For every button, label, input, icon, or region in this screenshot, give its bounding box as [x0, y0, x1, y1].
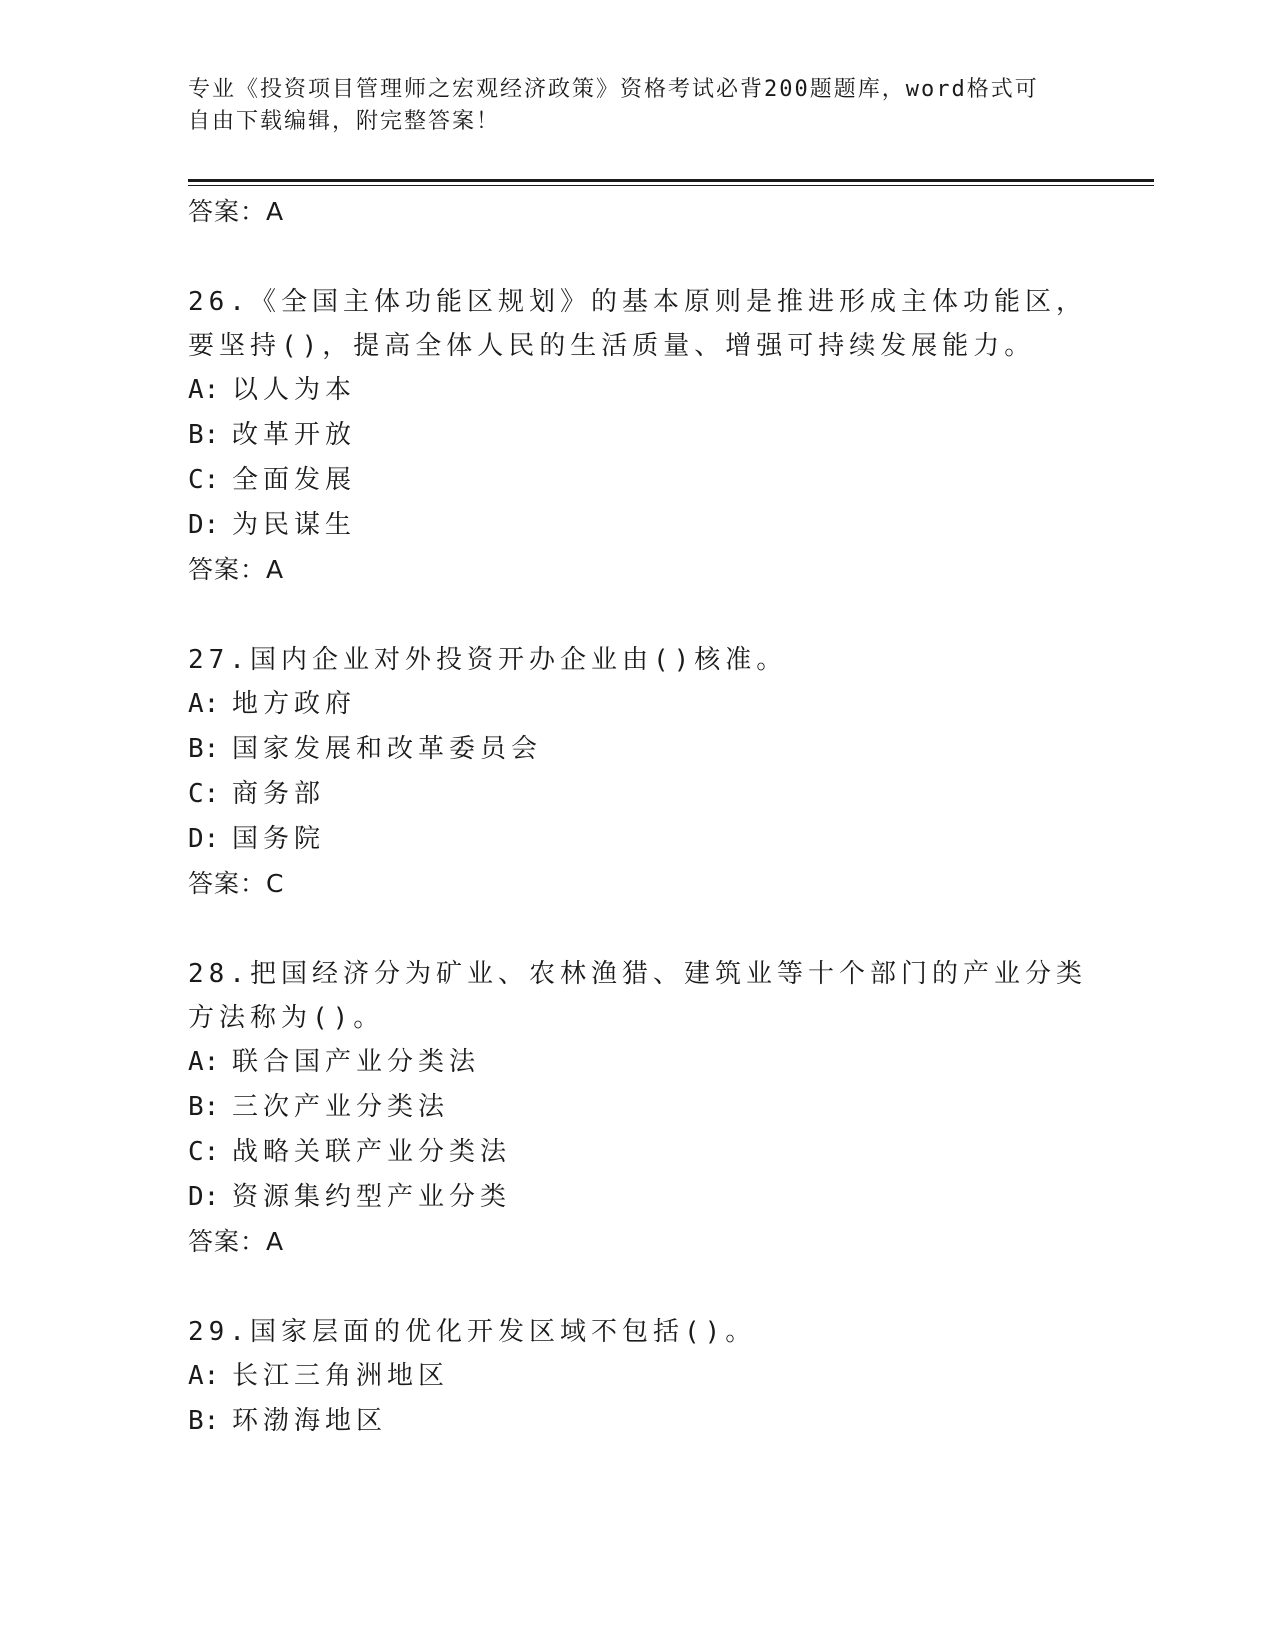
option-b [188, 1399, 1088, 1444]
question-item [188, 280, 1088, 592]
option-text: 国家发展和改革委员会 [232, 734, 543, 764]
option-text: 全面发展 [232, 465, 357, 495]
option-b [188, 1085, 1088, 1130]
option-d [188, 503, 1088, 548]
option-text: 国务院 [232, 824, 326, 854]
option-letter: C: [188, 465, 220, 495]
option-letter: B: [188, 420, 220, 450]
option-text: 为民谋生 [232, 510, 357, 540]
option-letter: D: [188, 510, 220, 540]
option-text: 环渤海地区 [232, 1406, 388, 1436]
question-item [188, 1310, 1088, 1444]
option-text: 改革开放 [232, 420, 357, 450]
option-text: 战略关联产业分类法 [232, 1137, 512, 1167]
question-item [188, 638, 1088, 906]
option-d [188, 1175, 1088, 1220]
option-c [188, 772, 1088, 817]
question-item [188, 952, 1088, 1264]
answer-line: 答案：C [188, 869, 285, 898]
option-text: 地方政府 [232, 689, 357, 719]
question-stem: 27.国内企业对外投资开办企业由()核准。 [188, 645, 788, 675]
question-list [188, 190, 1088, 1444]
option-c [188, 458, 1088, 503]
option-text: 以人为本 [232, 375, 357, 405]
option-a [188, 1354, 1088, 1399]
option-a [188, 368, 1088, 413]
option-letter: A: [188, 689, 220, 719]
option-b [188, 727, 1088, 772]
option-text: 商务部 [232, 779, 326, 809]
header-line-2: 自由下载编辑，附完整答案！ [188, 109, 501, 134]
option-letter: C: [188, 1137, 220, 1167]
option-c [188, 1130, 1088, 1175]
option-letter: A: [188, 1361, 220, 1391]
answer-line: 答案：A [188, 197, 285, 226]
option-letter: D: [188, 1182, 220, 1212]
option-a [188, 1040, 1088, 1085]
option-text: 长江三角洲地区 [232, 1361, 450, 1391]
option-text: 三次产业分类法 [232, 1092, 450, 1122]
option-b [188, 413, 1088, 458]
header-divider-thick [188, 179, 1154, 182]
option-letter: A: [188, 1047, 220, 1077]
option-a [188, 682, 1088, 727]
option-letter: D: [188, 824, 220, 854]
document-header [188, 74, 1088, 138]
question-stem: 26.《全国主体功能区规划》的基本原则是推进形成主体功能区，要坚持()，提高全体人民的生活质量、增强可持续发展能力。 [188, 287, 1087, 361]
question-stem: 28.把国经济分为矿业、农林渔猎、建筑业等十个部门的产业分类方法称为()。 [188, 959, 1087, 1033]
answer-line: 答案：A [188, 1227, 285, 1256]
option-letter: B: [188, 1092, 220, 1122]
question-stem: 29.国家层面的优化开发区域不包括()。 [188, 1317, 757, 1347]
option-text: 联合国产业分类法 [232, 1047, 481, 1077]
option-letter: A: [188, 375, 220, 405]
option-d [188, 817, 1088, 862]
option-text: 资源集约型产业分类 [232, 1182, 512, 1212]
option-letter: B: [188, 1406, 220, 1436]
header-divider-thin [188, 185, 1154, 186]
answer-line: 答案：A [188, 555, 285, 584]
option-letter: C: [188, 779, 220, 809]
header-line-1: 专业《投资项目管理师之宏观经济政策》资格考试必背200题题库，word格式可 [188, 77, 1039, 102]
option-letter: B: [188, 734, 220, 764]
